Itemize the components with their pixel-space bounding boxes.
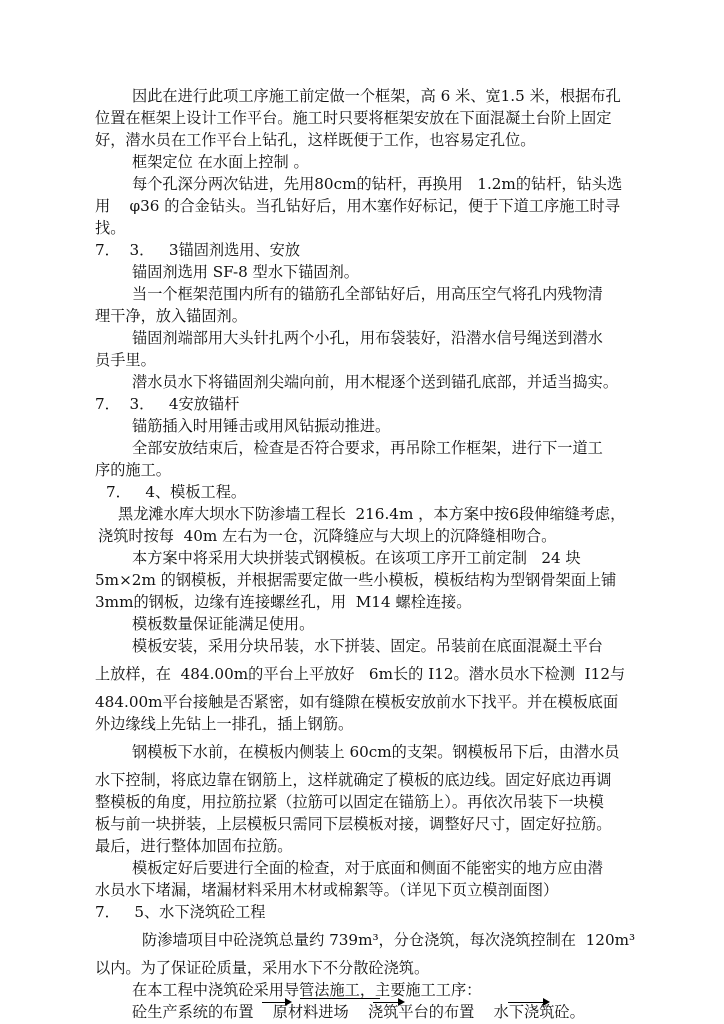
text-line: 上放样，在 484.00m的平台上平放好 6m长的 I12。潜水员水下检测 I12与 bbox=[95, 665, 626, 683]
text-line: 本方案中将采用大块拼装式钢模板。在该项工序开工前定制 24 块 bbox=[132, 549, 581, 567]
flow-arrow-icon bbox=[262, 1002, 286, 1003]
text-line: 锚筋插入时用锤击或用风钻振动推进。 bbox=[132, 417, 391, 435]
text-line: 当一个框架范围内所有的锚筋孔全部钻好后，用高压空气将孔内残物清 bbox=[132, 285, 603, 303]
text-line: 模板数量保证能满足使用。 bbox=[132, 615, 315, 633]
text-line: 3mm的钢板，边缘有连接螺丝孔，用 M14 螺栓连接。 bbox=[95, 593, 472, 611]
text-line: 黑龙滩水库大坝水下防渗墙工程长 216.4m ，本方案中按6段伸缩缝考虑， bbox=[118, 505, 626, 523]
section-heading: 7． 5、水下浇筑砼工程 bbox=[95, 903, 266, 921]
text-line: 防渗墙项目中砼浇筑总量约 739m³，分仓浇筑，每次浇筑控制在 120m³ bbox=[142, 931, 636, 949]
flow-underline bbox=[300, 998, 380, 999]
text-line: 钢模板下水前，在模板内侧装上 60cm的支架。钢模板吊下后，由潜水员 bbox=[132, 743, 620, 761]
text-line: 水下控制，将底边靠在钢筋上，这样就确定了模板的底边线。固定好底边再调 bbox=[95, 771, 612, 789]
text-line: 序的施工。 bbox=[95, 461, 171, 479]
section-heading: 7． 3． 4安放锚杆 bbox=[95, 395, 240, 413]
text-line: 浇筑时按每 40m 左右为一仓，沉降缝应与大坝上的沉降缝相吻合。 bbox=[98, 527, 557, 545]
text-line: 板与前一块拼装，上层模板只需同下层模板对接，调整好尺寸，固定好拉筋。 bbox=[95, 815, 612, 833]
text-line: 找。 bbox=[95, 219, 126, 237]
text-line: 好，潜水员在工作平台上钻孔，这样既便于工作，也容易定孔位。 bbox=[95, 131, 536, 149]
flow-arrow-icon bbox=[373, 1002, 399, 1003]
text-line: 模板安装，采用分块吊装，水下拼装、固定。吊装前在底面混凝土平台 bbox=[132, 637, 603, 655]
text-line: 每个孔深分两次钻进，先用80cm的钻杆，再换用 1.2m的钻杆，钻头选 bbox=[132, 175, 623, 193]
text-line: 用 φ36 的合金钻头。当孔钻好后，用木塞作好标记，便于下道工序施工时寻 bbox=[95, 197, 620, 215]
text-line: 以内。为了保证砼质量，采用水下不分散砼浇筑。 bbox=[95, 959, 430, 977]
text-line: 外边缘线上先钻上一排孔，插上钢筋。 bbox=[95, 715, 354, 733]
flow-arrow-icon bbox=[508, 1002, 544, 1003]
section-heading: 7． 4、模板工程。 bbox=[106, 483, 247, 501]
text-line: 全部安放结束后，检查是否符合要求，再吊除工作框架，进行下一道工 bbox=[132, 439, 603, 457]
text-line: 潜水员水下将锚固剂尖端向前，用木棍逐个送到锚孔底部，并适当捣实。 bbox=[132, 373, 618, 391]
text-line: 框架定位 在水面上控制 。 bbox=[132, 153, 309, 171]
text-line: 5m×2m 的钢模板，并根据需要定做一些小模板，模板结构为型钢骨架面上铺 bbox=[95, 571, 617, 589]
text-line: 模板定好后要进行全面的检查，对于底面和侧面不能密实的地方应由潜 bbox=[132, 859, 603, 877]
text-line: 在本工程中浇筑砼采用导管法施工，主要施工工序： bbox=[132, 981, 482, 999]
text-line: 锚固剂端部用大头针扎两个小孔，用布袋装好，沿潜水信号绳送到潜水 bbox=[132, 329, 603, 347]
process-flow-line: 砼生产系统的布置 原材料进场 浇筑平台的布置 水下浇筑砼。 bbox=[132, 1003, 585, 1021]
text-line: 锚固剂选用 SF-8 型水下锚固剂。 bbox=[132, 263, 359, 281]
text-line: 整模板的角度，用拉筋拉紧（拉筋可以固定在锚筋上）。再依次吊装下一块模 bbox=[95, 793, 604, 811]
text-line: 因此在进行此项工序施工前定做一个框架，高 6 米、宽1.5 米，根据布孔 bbox=[132, 87, 621, 105]
text-line: 员手里。 bbox=[95, 351, 156, 369]
text-line: 理干净，放入锚固剂。 bbox=[95, 307, 247, 325]
section-heading: 7． 3． 3锚固剂选用、安放 bbox=[95, 241, 301, 259]
text-line: 位置在框架上设计工作平台。施工时只要将框架安放在下面混凝土台阶上固定 bbox=[95, 109, 612, 127]
text-line: 最后，进行整体加固布拉筋。 bbox=[95, 837, 293, 855]
text-line: 484.00m平台接触是否紧密，如有缝隙在模板安放前水下找平。并在模板底面 bbox=[95, 693, 619, 711]
text-line: 水员水下堵漏，堵漏材料采用木材或棉絮等。（详见下页立模剖面图） bbox=[95, 881, 559, 899]
